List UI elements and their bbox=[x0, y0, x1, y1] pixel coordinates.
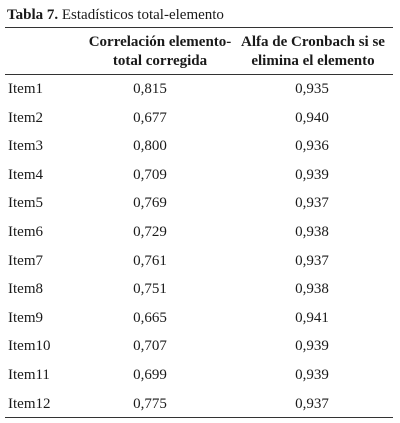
table-row bbox=[0, 389, 400, 418]
alfa-value: 0,938 bbox=[295, 223, 329, 240]
correlacion-value: 0,709 bbox=[133, 166, 167, 183]
top-rule bbox=[5, 27, 393, 28]
header-alfa bbox=[228, 33, 398, 71]
alfa-value: 0,935 bbox=[295, 81, 329, 97]
correlacion-value: 0,815 bbox=[133, 81, 167, 97]
correlacion-value: 0,775 bbox=[133, 395, 167, 412]
alfa-value: 0,940 bbox=[295, 109, 329, 126]
table-row bbox=[0, 103, 400, 132]
item-name: Item4 bbox=[8, 166, 43, 183]
item-name: Item7 bbox=[8, 252, 43, 269]
caption-label: Tabla 7. bbox=[7, 7, 59, 23]
correlacion-value: 0,751 bbox=[133, 281, 167, 298]
table-row bbox=[0, 188, 400, 217]
item-name: Item6 bbox=[8, 223, 43, 240]
header-correlacion-line2: total corregida bbox=[112, 53, 208, 69]
correlacion-value: 0,707 bbox=[133, 338, 167, 355]
correlacion-value: 0,699 bbox=[133, 366, 167, 383]
alfa-value: 0,938 bbox=[295, 281, 329, 298]
table-row bbox=[0, 274, 400, 303]
item-name: Item12 bbox=[8, 395, 51, 412]
table-row bbox=[0, 131, 400, 160]
table-row bbox=[0, 360, 400, 389]
header-alfa-line2: elimina el elemento bbox=[251, 53, 375, 69]
header-alfa-line1: Alfa de Cronbach si se bbox=[241, 34, 385, 50]
alfa-value: 0,941 bbox=[295, 309, 329, 326]
table-caption bbox=[7, 6, 224, 24]
alfa-value: 0,937 bbox=[295, 195, 329, 212]
correlacion-value: 0,761 bbox=[133, 252, 167, 269]
table-row bbox=[0, 246, 400, 275]
item-name: Item3 bbox=[8, 138, 43, 155]
item-name: Item1 bbox=[8, 81, 43, 97]
alfa-value: 0,939 bbox=[295, 166, 329, 183]
correlacion-value: 0,800 bbox=[133, 138, 167, 155]
correlacion-value: 0,729 bbox=[133, 223, 167, 240]
alfa-value: 0,939 bbox=[295, 338, 329, 355]
item-name: Item5 bbox=[8, 195, 43, 212]
table-row bbox=[0, 331, 400, 360]
correlacion-value: 0,677 bbox=[133, 109, 167, 126]
item-name: Item9 bbox=[8, 309, 43, 326]
alfa-value: 0,936 bbox=[295, 138, 329, 155]
alfa-value: 0,937 bbox=[295, 252, 329, 269]
table-body bbox=[0, 74, 400, 417]
alfa-value: 0,939 bbox=[295, 366, 329, 383]
bottom-rule bbox=[5, 417, 393, 418]
table-row bbox=[0, 303, 400, 332]
alfa-value: 0,937 bbox=[295, 395, 329, 412]
item-name: Item8 bbox=[8, 281, 43, 298]
caption-text: Estadísticos total-elemento bbox=[58, 7, 224, 23]
correlacion-value: 0,769 bbox=[133, 195, 167, 212]
table-row bbox=[0, 160, 400, 189]
table-row bbox=[0, 217, 400, 246]
item-name: Item2 bbox=[8, 109, 43, 126]
header-correlacion-line1: Correlación elemento- bbox=[88, 34, 232, 50]
correlacion-value: 0,665 bbox=[133, 309, 167, 326]
item-name: Item10 bbox=[8, 338, 51, 355]
item-name: Item11 bbox=[8, 366, 50, 383]
table-row bbox=[0, 74, 400, 103]
